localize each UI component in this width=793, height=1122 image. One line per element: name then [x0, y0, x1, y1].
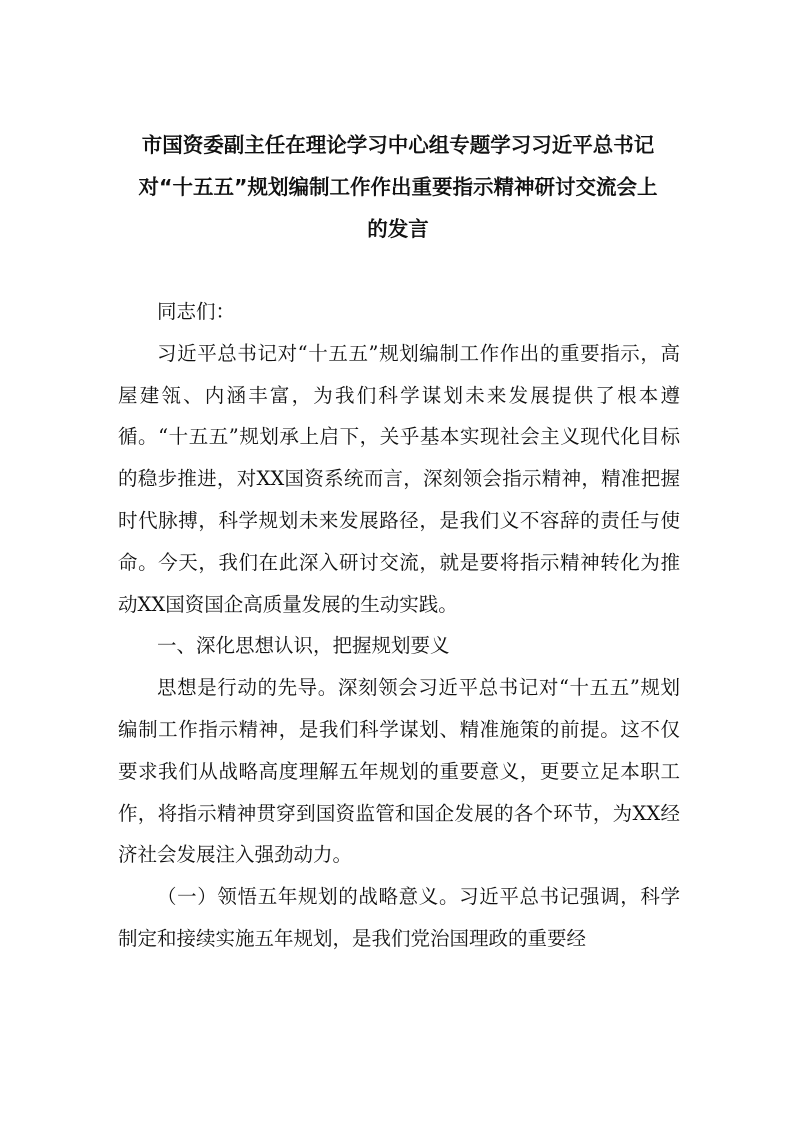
title-line: 对“十五五”规划编制工作作出重要指示精神研讨交流会上	[138, 175, 658, 199]
subsection-1-paragraph: （一）领悟五年规划的战略意义。习近平总书记强调，科学制定和接续实施五年规划，是我们党治国理政的重要经	[118, 885, 680, 950]
paragraph-section-1: 思想是行动的先导。深刻领会习近平总书记对“十五五”规划编制工作指示精神，是我们科学谋划、精准施策的前提。这不仅要求我们从战略高度理解五年规划的重要意义，更要立足本职工作，将指示精神贯穿到国资监管和国企发展的各个环节，为XX经济社会发展注入强劲动力。	[118, 676, 680, 867]
title-line: 市国资委副主任在理论学习中心组专题学习习近平总书记	[141, 133, 655, 157]
section-heading-1: 一、深化思想认识，把握规划要义	[157, 634, 450, 658]
document-title	[118, 124, 678, 250]
paragraph-intro: 习近平总书记对“十五五”规划编制工作作出的重要指示，高屋建瓴、内涵丰富，为我们科学谋划未来发展提供了根本遵循。“十五五”规划承上启下，关乎基本实现社会主义现代化目标的稳步推进，对XX国资系统而言，深刻领会指示精神，精准把握时代脉搏，科学规划未来发展路径，是我们义不容辞的责任与使命。今天，我们在此深入研讨交流，就是要将指示精神转化为推动XX国资国企高质量发展的生动实践。	[118, 341, 680, 616]
document-body	[118, 291, 680, 960]
title-line: 的发言	[367, 217, 429, 241]
salutation: 同志们：	[157, 300, 236, 323]
